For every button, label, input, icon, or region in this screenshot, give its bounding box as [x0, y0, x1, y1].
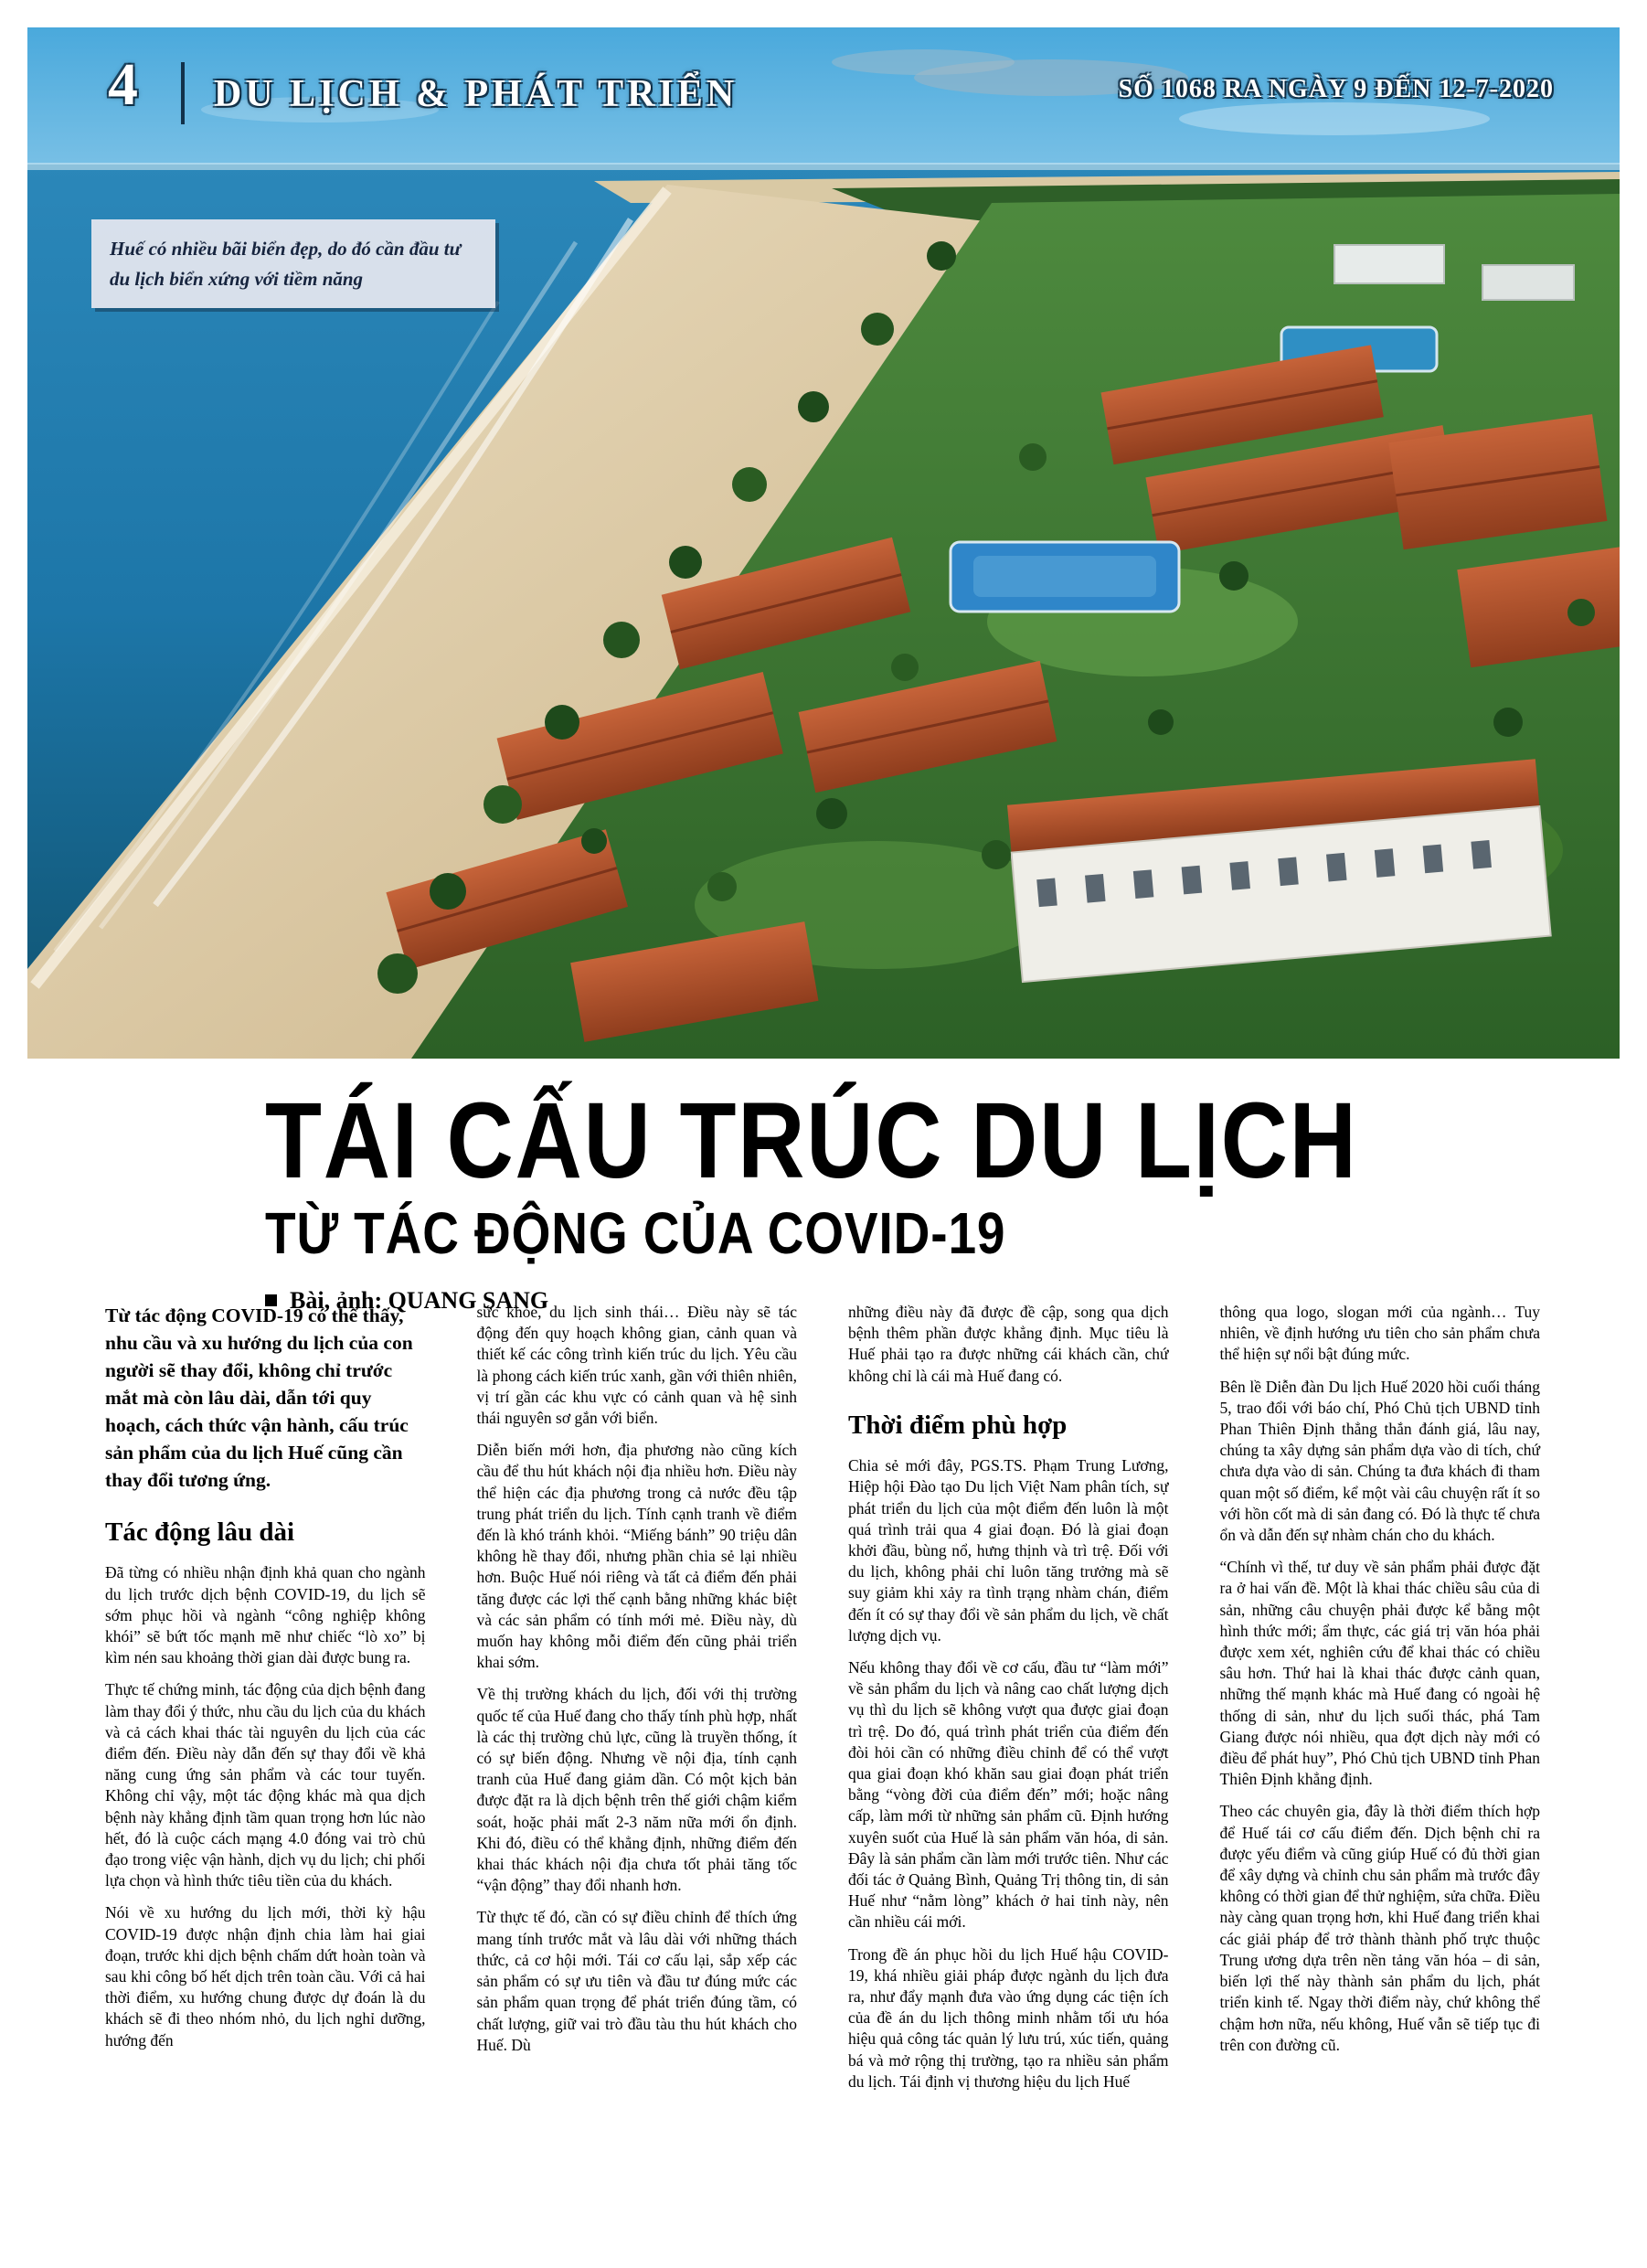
section-title: DU LỊCH & PHÁT TRIỂN [214, 73, 738, 115]
paragraph: Trong đề án phục hồi du lịch Huế hậu COVID-19, khá nhiều giải pháp được ngành du lịch đưa ra, như đẩy mạnh đưa vào ứng dụng các tiện ích của đề án du lịch thông minh nhằm tối ưu hóa hiệu quả công tác quản lý lưu trú, xúc tiến, quảng bá và mở rộng thị trường, tạo ra nhiều sản phẩm du lịch. Tái định vị thương hiệu du lịch Huế [848, 1944, 1169, 2091]
paragraph: Bên lề Diễn đàn Du lịch Huế 2020 hồi cuối tháng 5, trao đổi với báo chí, Phó Chủ tịch UBND tỉnh Phan Thiên Định thẳng thắn đánh giá, lâu nay, chúng ta xây dựng sản phẩm dựa vào di tích, chứ chưa dựa vào di sản. Chúng ta đưa khách đi tham quan một số điểm, kể một vài câu chuyện rất ít so với hồn cốt mà di sản đang có. Đó là thực tế chưa ổn và dẫn đến sự nhàm chán cho du khách. [1219, 1377, 1540, 1545]
page-number: 4 [108, 51, 138, 118]
section-heading-tac-dong-lau-dai: Tác động lâu dài [105, 1517, 295, 1547]
paragraph: Chia sẻ mới đây, PGS.TS. Phạm Trung Lương, Hiệp hội Đào tạo Du lịch Việt Nam phân tích, sự phát triển du lịch của một điểm đến luôn là một quá trình trải qua 4 giai đoạn. Đó là giai đoạn khởi đầu, bùng nổ, hưng thịnh và trì trệ. Đối với du lịch, không phải chỉ luôn tăng trưởng mà sẽ suy giảm khi xảy ra tình trạng nhàm chán, điểm đến ít có sự thay đổi về sản phẩm du lịch, về chất lượng dịch vụ. [848, 1456, 1169, 1645]
byline-text: Bài, ảnh: QUANG SANG [290, 1286, 549, 1314]
column-1 [105, 1302, 426, 2103]
paragraph: Thực tế chứng minh, tác động của dịch bệnh đang làm thay đổi ý thức, nhu cầu du lịch của du khách và cả cách khai thác tài nguyên du lịch của các điểm đến. Điều này dẫn đến sự thay đổi về khả năng cung ứng sản phẩm và các tour tuyến. Không chỉ vậy, một tác động khác mà qua dịch bệnh này khẳng định tầm quan trọng hơn lúc nào hết, đó là cuộc cách mạng 4.0 đóng vai trò chủ đạo trong việc vận hành, dịch vụ du lịch; chi phối lựa chọn và hình thức tiêu tiền của du khách. [105, 1680, 426, 1890]
paragraph: Đã từng có nhiều nhận định khả quan cho ngành du lịch trước dịch bệnh COVID-19, du lịch sẽ sớm phục hồi và ngành “công nghiệp không khói” sẽ bứt tốc mạnh mẽ như chiếc “lò xo” bị kìm nén sau khoảng thời gian dài được bung ra. [105, 1563, 426, 1667]
paragraph: Từ thực tế đó, cần có sự điều chỉnh để thích ứng mang tính trước mắt và lâu dài với những thách thức, cả cơ hội mới. Tái cơ cấu lại, sắp xếp các sản phẩm có sự ưu tiên và đầu tư đúng mức các sản phẩm quan trọng để phát triển đúng tầm, có chất lượng, giữ vai trò đầu tàu thu hút khách cho Huế. Dù [476, 1908, 797, 2054]
photo-caption: Huế có nhiều bãi biển đẹp, do đó cần đầu tư du lịch biển xứng với tiềm năng [91, 219, 495, 308]
paragraph: Theo các chuyên gia, đây là thời điểm thích hợp để Huế tái cơ cấu điểm đến. Dịch bệnh chỉ ra được yếu điểm và cũng giúp Huế có đủ thời gian để xây dựng và chỉnh chu sản phẩm mà trước đây không có thời gian để thử nghiệm, sửa chữa. Điều này càng quan trọng hơn, khi Huế đang triển khai các giải pháp để trở thành thành phố trực thuộc Trung ương dựa trên nền tảng văn hóa – di sản, biến lợi thế này thành sản phẩm du lịch, phát triển kinh tế. Ngay thời điểm này, chứ không thể chậm hơn nữa, nếu không, Huế vẫn sẽ tiếp tục đi trên con đường cũ. [1219, 1802, 1540, 2054]
paragraph: “Chính vì thế, tư duy về sản phẩm phải được đặt ra ở hai vấn đề. Một là khai thác chiều sâu của di sản, những câu chuyện phải được kể bằng một hình thức mới; ẩm thực, các giá trị văn hóa phải được xem xét, nghiên cứu để khai thác có chiều sâu hơn. Thứ hai là khai thác được cảnh quan, những thế mạnh khác mà Huế đang có ngoài hệ thống di sản, như du lịch suối thác, phá Tam Giang được nói nhiều, qua đợt dịch này mới có điều để phát huy”, Phó Chủ tịch UBND tỉnh Phan Thiên Định khẳng định. [1219, 1558, 1540, 1789]
paragraph: Về thị trường khách du lịch, đối với thị trường quốc tế của Huế đang cho thấy tính phù hợp, nhất là các thị trường chủ lực, cũng là truyền thống, ít có sự biến động. Nhưng về nội địa, tính cạnh tranh của Huế đang giảm dần. Có một kịch bản được đặt ra là dịch bệnh trên thế giới chậm kiểm soát, hoặc phải mất 2-3 năm nữa mới ổn định. Khi đó, điều có thể khẳng định, những điểm đến khai thác khách nội địa chưa tốt phải tăng tốc “vận động” thay đổi nhanh hơn. [476, 1685, 797, 1895]
resort-aerial-photo [27, 27, 1620, 1059]
paragraph: thông qua logo, slogan mới của ngành… Tuy nhiên, về định hướng ưu tiên cho sản phẩm chưa thể hiện sự nổi bật đúng mức. [1219, 1303, 1540, 1364]
column-4 [1220, 1302, 1541, 2103]
article-body [105, 1302, 1540, 2103]
article-headline: TÁI CẤU TRÚC DU LỊCH [265, 1081, 1358, 1201]
paragraph: Diễn biến mới hơn, địa phương nào cũng kích cầu để thu hút khách nội địa nhiều hơn. Điều này thể hiện các địa phương trong cả nước đều tập trung phát triển du lịch. Tính cạnh tranh về điểm đến là khó tránh khỏi. “Miếng bánh” 90 triệu dân không hề thay đổi, nhưng phần chia sẻ lại nhiều hơn. Buộc Huế nói riêng và tất cả điểm đến phải tăng được các lợi thế cạnh bằng những khác biệt và các sản phẩm có tính mới mẻ. Điều này, dù muốn hay không mỗi điểm đến cũng phải triển khai sớm. [476, 1441, 797, 1672]
paragraph: sức khỏe, du lịch sinh thái… Điều này sẽ tác động đến quy hoạch không gian, cảnh quan và thiết kế các công trình kiến trúc du lịch. Yêu cầu là phong cách kiến trúc xanh, gần với thiên nhiên, vị trí gần các khu vực có cảnh quan và hệ sinh thái nguyên sơ gắn với biển. [476, 1303, 797, 1428]
article-subheadline: TỪ TÁC ĐỘNG CỦA COVID-19 [265, 1200, 1006, 1267]
masthead-divider [181, 62, 185, 124]
section-heading-thoi-diem-phu-hop: Thời điểm phù hợp [848, 1410, 1068, 1440]
paragraph: Nếu không thay đổi về cơ cấu, đầu tư “làm mới” về sản phẩm du lịch và nâng cao chất lượng dịch vụ thì du lịch sẽ không vượt qua được giai đoạn trì trệ. Do đó, quá trình phát triển của điểm đến đòi hỏi cần có những điều chỉnh để có thể vượt qua giai đoạn khó khăn sau giai đoạn phát triển bằng “vòng đời của điểm đến” mới; hoặc nâng cấp, làm mới từ những sản phẩm cũ. Định hướng xuyên suốt của Huế là sản phẩm văn hóa, di sản. Đây là sản phẩm cần làm mới trước tiên. Như các đối tác ở Quảng Bình, Quảng Trị thông tin, di sản Huế như “nằm lòng” khách ở hai tỉnh này, nên cần nhiều cái mới. [848, 1657, 1169, 1932]
issue-info: SỐ 1068 RA NGÀY 9 ĐẾN 12-7-2020 [1118, 75, 1554, 103]
column-2 [477, 1302, 798, 2103]
column-3 [848, 1302, 1169, 2103]
beach-resort-illustration [27, 27, 1620, 1059]
lead-paragraph: Từ tác động COVID-19 có thể thấy, nhu cầu và xu hướng du lịch của con người sẽ thay đổi, không chỉ trước mắt mà còn lâu dài, dẫn tới quy hoạch, cách thức vận hành, cấu trúc sản phẩm của du lịch Huế cũng cần thay đổi tương ứng. [105, 1304, 413, 1491]
headline-block [265, 1081, 1453, 1314]
paragraph: Nói về xu hướng du lịch mới, thời kỳ hậu COVID-19 được nhận định chia làm hai giai đoạn, trước khi dịch bệnh chấm dứt hoàn toàn và sau khi công bố hết dịch trên toàn cầu. Với cả hai thời điểm, xu hướng chung được dự đoán là du khách sẽ đi theo nhóm nhỏ, du lịch nghỉ dưỡng, hướng đến [105, 1903, 426, 2050]
paragraph: những điều này đã được đề cập, song qua dịch bệnh thêm phần được khẳng định. Mục tiêu là Huế phải tạo ra được những cái khách cần, chứ không chỉ là cái mà Huế đang có. [848, 1303, 1169, 1385]
